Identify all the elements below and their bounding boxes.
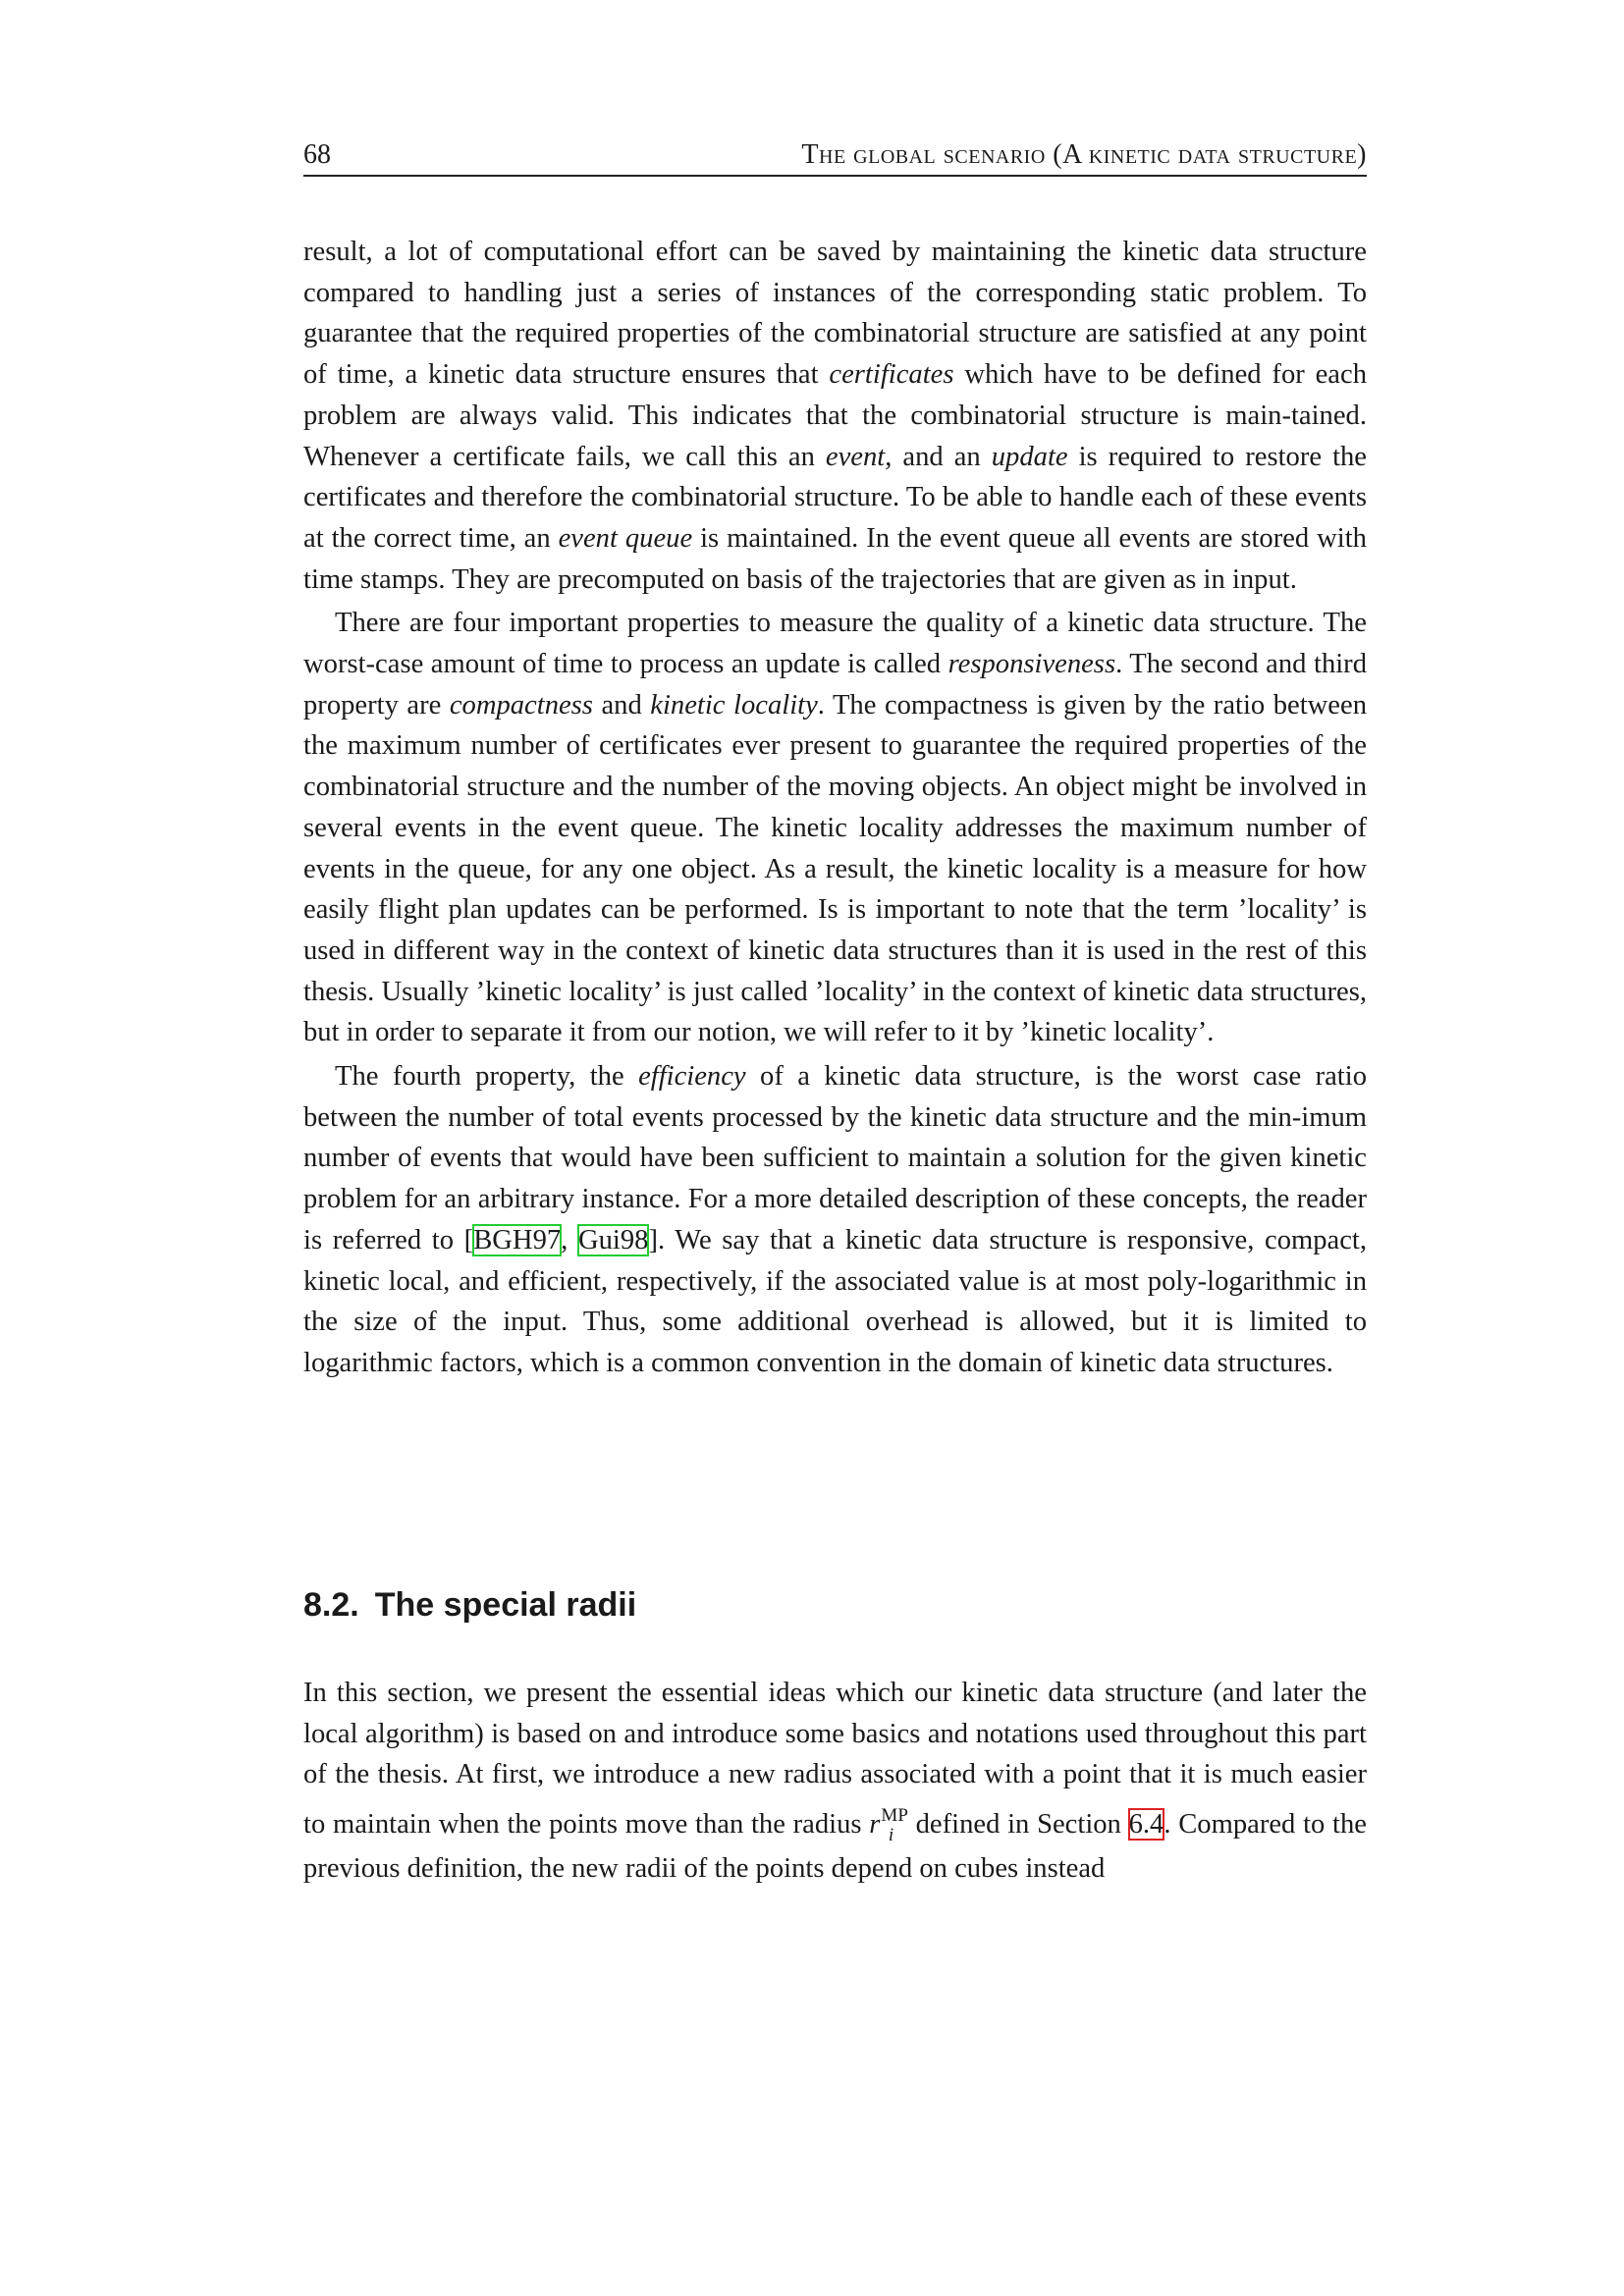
running-head bbox=[303, 135, 1367, 177]
body-text-block bbox=[303, 232, 1367, 1384]
paragraph-3: The fourth property, the efficiency of a kinetic data structure, is the worst case ratio between the number of total events processed by the kinetic data structure and the min-imum number of events that would have been sufficient to maintain a solution for the given kinetic problem for an arbitrary instance. For a more detailed description of these concepts, the reader is referred to [BGH97, Gui98]. We say that a kinetic data structure is responsive, compact, kinetic local, and efficient, respectively, if the associated value is at most poly-logarithmic in the size of the input. Thus, some additional overhead is allowed, but it is limited to logarithmic factors, which is a common convention in the domain of kinetic data structures. bbox=[303, 1061, 1368, 1378]
paragraph-2: There are four important properties to measure the quality of a kinetic data structure. The worst-case amount of time to process an update is called responsiveness. The second and third property are compactness and kinetic locality. The compactness is given by the ratio between the maximum number of certificates ever present to guarantee the required properties of the combinatorial structure and the number of the moving objects. An object might be involved in several events in the event queue. The kinetic locality addresses the maximum number of events in the queue, for any one object. As a result, the kinetic locality is a measure for how easily flight plan updates can be performed. Is is important to note that the term ’locality’ is used in different way in the context of kinetic data structures than it is used in the rest of this thesis. Usually ’kinetic locality’ is just called ’locality’ in the context of kinetic data structures, but in order to separate it from our notion, we will refer to it by ’kinetic locality’. bbox=[303, 608, 1368, 1048]
section-title: The special radii bbox=[374, 1586, 637, 1624]
section-crossref-link[interactable]: 6.4 bbox=[1128, 1809, 1164, 1841]
section-number: 8.2. bbox=[303, 1586, 359, 1624]
section-body-text bbox=[303, 1673, 1367, 1890]
running-title: The global scenario (A kinetic data structure) bbox=[801, 139, 1367, 170]
citation-link-gui98[interactable]: Gui98 bbox=[577, 1224, 649, 1255]
section-paragraph: In this section, we present the essential ideas which our kinetic data structure (and later the local algorithm) is based on and introduce some basics and notations used throughout this part of the thesis. At first, we introduce a new radius associated with a point that it is much easier to maintain when the points move than the radius $r^{MP}i$ defined in Section 6.4. Compared to the previous definition, the new radii of the points depend on cubes instead bbox=[303, 1678, 1367, 1884]
page-number: 68 bbox=[303, 139, 331, 170]
section-heading bbox=[303, 1583, 636, 1627]
math-radius-symbol: $r^{MP}i$ bbox=[869, 1805, 908, 1846]
paragraph-1: result, a lot of computational effort can be saved by maintaining the kinetic data structure compared to handling just a series of instances of the corresponding static problem. To guarantee that the required properties of the combinatorial structure are satisfied at any point of time, a kinetic data structure ensures that certificates which have to be defined for each problem are always valid. This indicates that the combinatorial structure is main-tained. Whenever a certificate fails, we call this an event, and an update is required to restore the certificates and therefore the combinatorial structure. To be able to handle each of these events at the correct time, an event queue is maintained. In the event queue all events are stored with time stamps. They are precomputed on basis of the trajectories that are given as in input. bbox=[303, 237, 1367, 595]
citation-link-bgh97[interactable]: BGH97 bbox=[473, 1224, 562, 1255]
